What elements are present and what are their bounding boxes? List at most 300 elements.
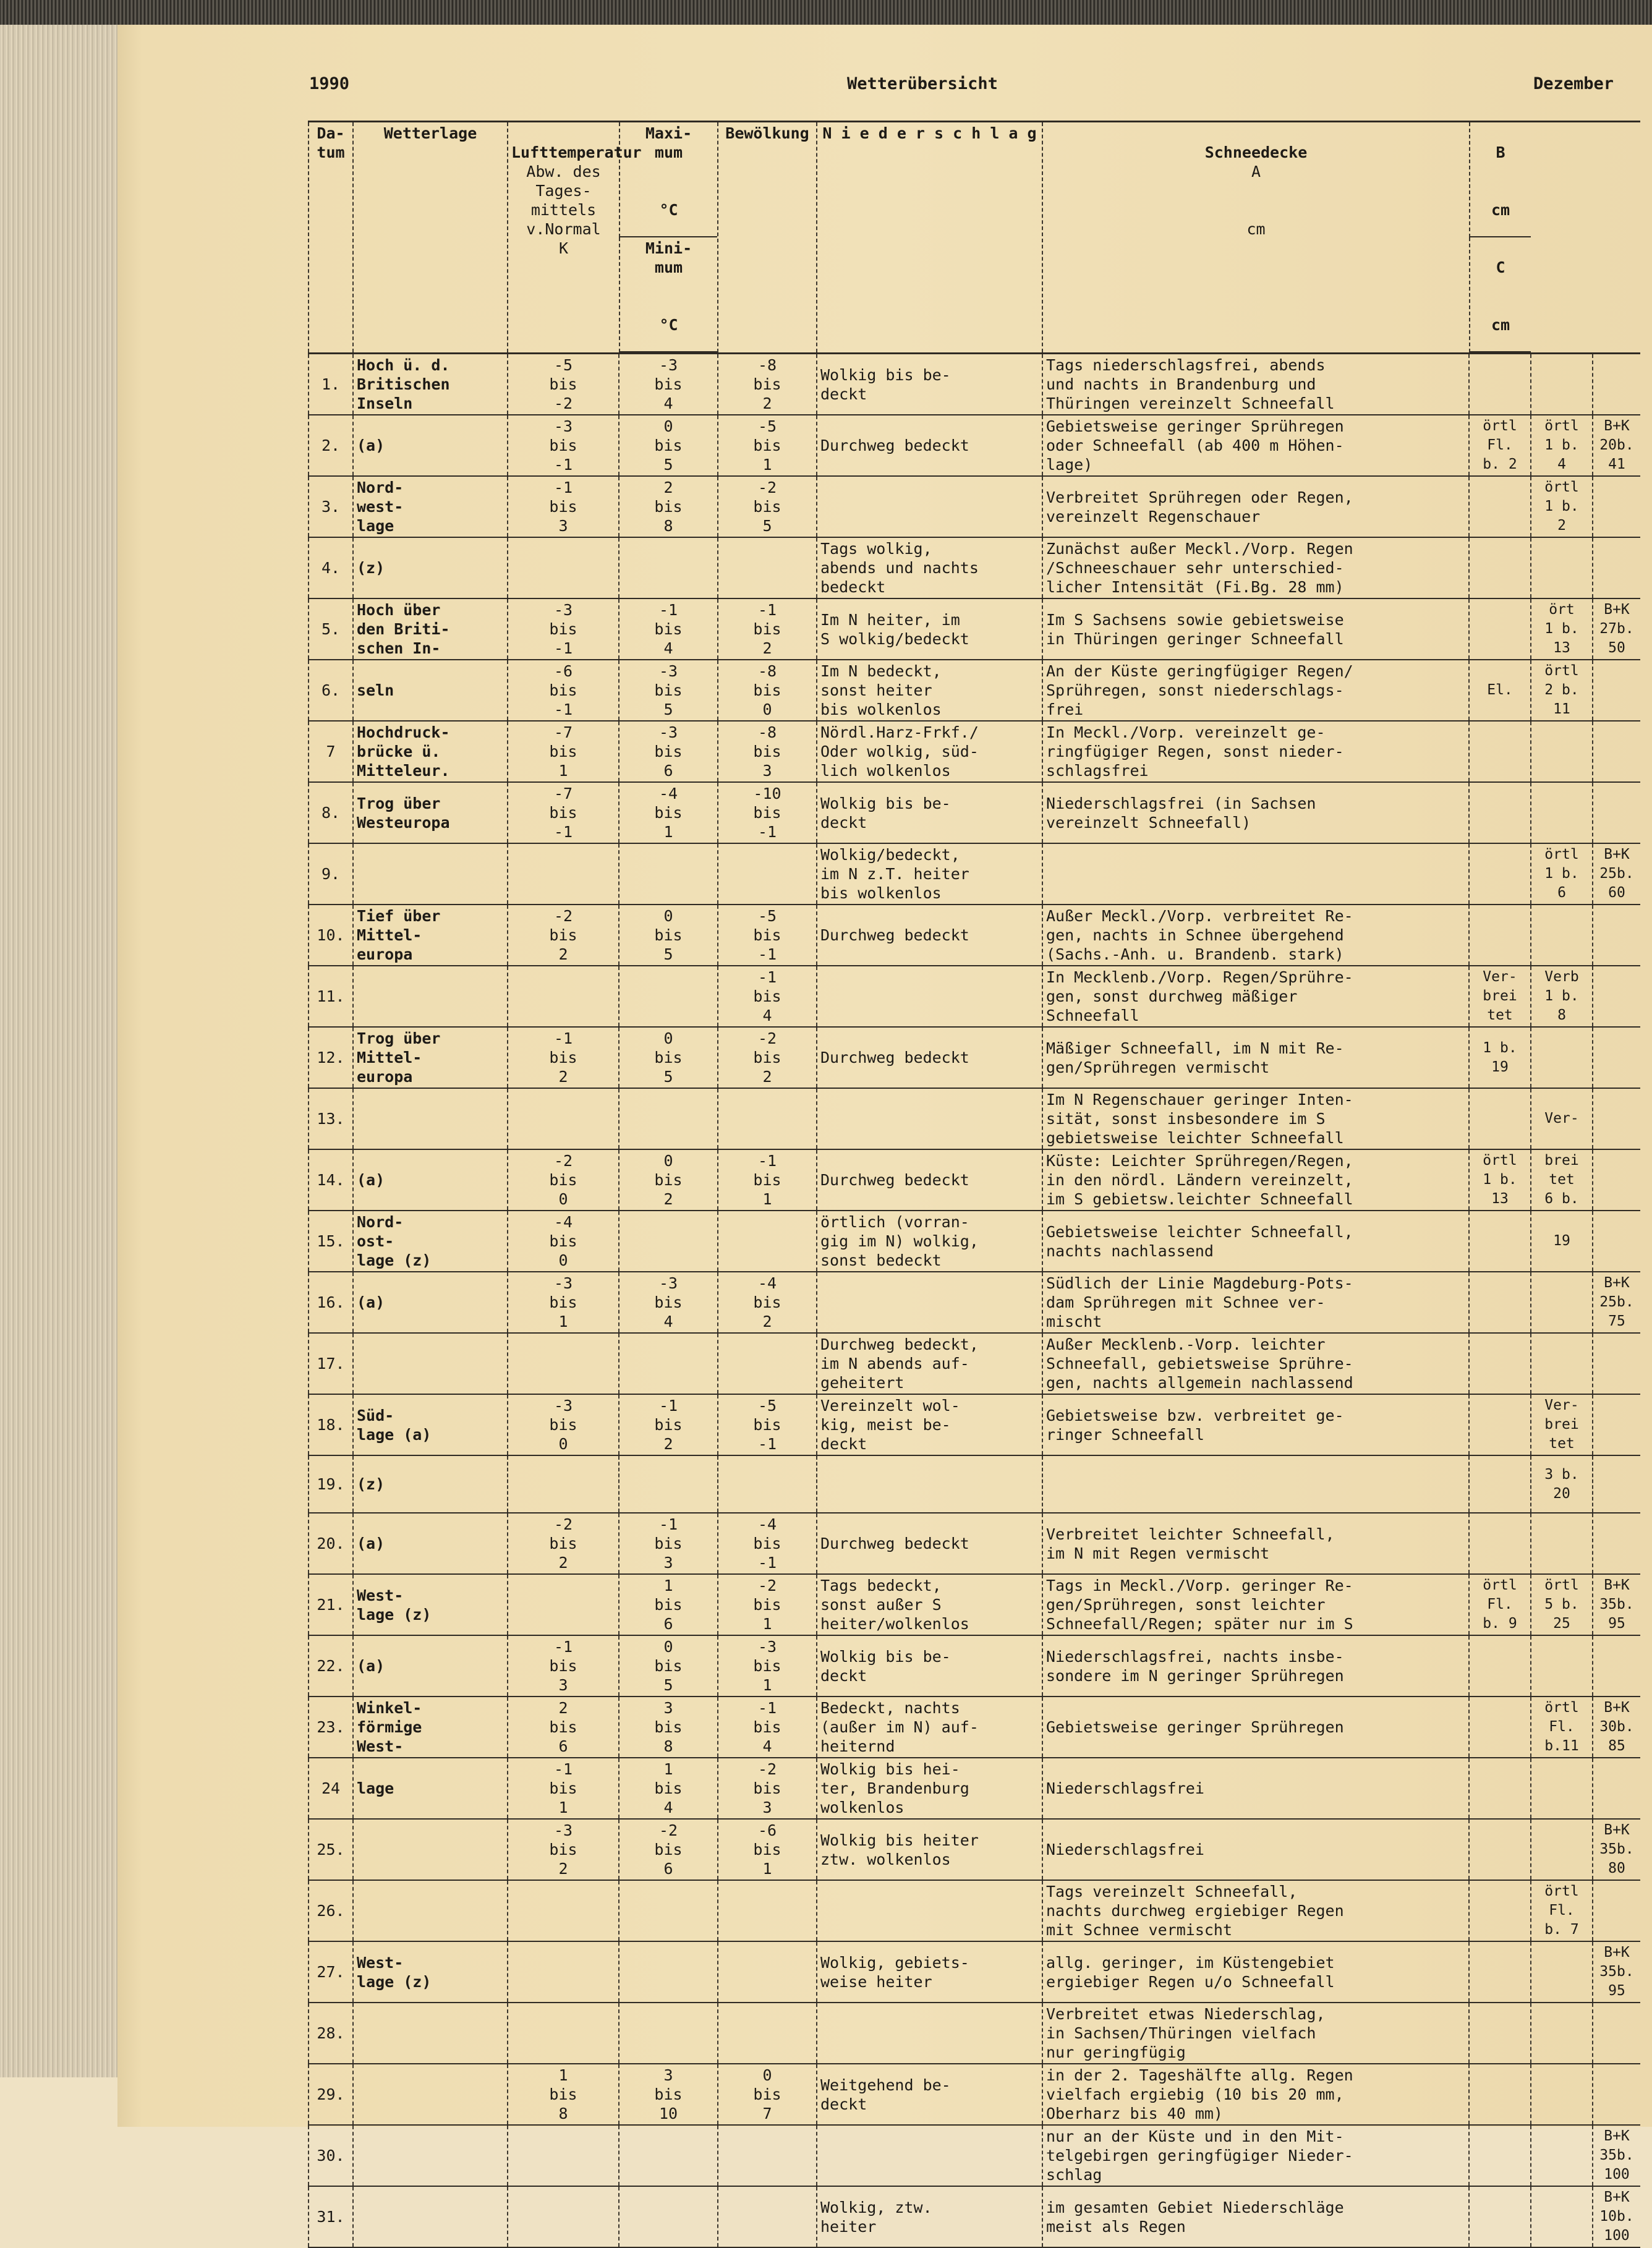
table-row [309,843,1640,905]
table-row [309,2186,1640,2247]
cell-datum: 24 [309,1758,353,1819]
cell-schnee-b [1531,1027,1593,1088]
cell-abw: -2 bis 0 [508,1149,619,1211]
col-abw-label: Abw. des Tages- mittels v.Normal K [526,163,601,257]
table-row [309,1819,1640,1880]
cell-schnee-c [1593,660,1640,721]
cell-wetterlage [353,2125,508,2186]
cell-schnee-c [1593,354,1640,415]
cell-schnee-b [1531,2003,1593,2064]
cell-wetterlage: (a) [353,1272,508,1333]
cell-schnee-c [1593,1333,1640,1394]
cell-min: -1 bis 1 [718,1149,817,1211]
page-month: Dezember [1533,74,1614,93]
cell-abw: -1 bis 3 [508,476,619,537]
cell-abw: -3 bis 1 [508,1272,619,1333]
cell-schnee-b: Ver- [1531,1088,1593,1149]
cell-wetterlage: West- lage (z) [353,1574,508,1635]
cell-abw: -7 bis -1 [508,782,619,843]
cell-bewoelkung [817,1272,1042,1333]
cell-datum: 5. [309,598,353,660]
cell-wetterlage: Trog über Mittel- europa [353,1027,508,1088]
cell-bewoelkung: Durchweg bedeckt [817,1149,1042,1211]
cell-schnee-c [1593,905,1640,966]
col-a-label: A cm [1246,163,1266,238]
cell-niederschlag: Niederschlagsfrei [1042,1819,1469,1880]
table-row [309,660,1640,721]
cell-min: -5 bis -1 [718,905,817,966]
cell-bewoelkung [817,2125,1042,2186]
cell-abw [508,2125,619,2186]
book-page-edges [0,25,117,2077]
cell-schnee-c [1593,1027,1640,1088]
cell-min: -8 bis 2 [718,354,817,415]
cell-bewoelkung: Wolkig bis hei- ter, Brandenburg wolkenlos [817,1758,1042,1819]
cell-wetterlage: Nord- west- lage [353,476,508,537]
cell-datum: 14. [309,1149,353,1211]
table-row [309,2125,1640,2186]
cell-bewoelkung: Nördl.Harz-Frkf./ Oder wolkig, süd- lich wolkenlos [817,721,1042,782]
cell-schnee-b [1531,782,1593,843]
cell-max [619,1088,718,1149]
cell-max: 0 bis 5 [619,1027,718,1088]
cell-schnee-a: El. [1469,660,1531,721]
cell-schnee-c: B+K 27b. 50 [1593,598,1640,660]
cell-schnee-a [1469,1394,1531,1455]
cell-abw: -1 bis 3 [508,1635,619,1697]
cell-min [718,843,817,905]
cell-wetterlage [353,2003,508,2064]
col-maxi: Maxi- mum °C [619,122,717,237]
col-c-label: C cm [1491,258,1510,334]
col-wetterlage: Wetterlage [353,122,508,354]
col-schneedecke-b [1469,122,1531,237]
table-row [309,1211,1640,1272]
cell-schnee-b: örtl 2 b. 11 [1531,660,1593,721]
cell-schnee-b: 19 [1531,1211,1593,1272]
cell-wetterlage: Nord- ost- lage (z) [353,1211,508,1272]
cell-schnee-c: B+K 20b. 41 [1593,415,1640,476]
cell-datum: 6. [309,660,353,721]
cell-min: -8 bis 3 [718,721,817,782]
cell-bewoelkung: Durchweg bedeckt, im N abends auf- geheitert [817,1333,1042,1394]
cell-min: -1 bis 4 [718,966,817,1027]
cell-wetterlage [353,966,508,1027]
page-year: 1990 [309,74,350,93]
cell-schnee-a [1469,1697,1531,1758]
cell-max: 3 bis 8 [619,1697,718,1758]
cell-max [619,843,718,905]
cell-schnee-a: örtl Fl. b. 9 [1469,1574,1531,1635]
cell-abw: 2 bis 6 [508,1697,619,1758]
cell-schnee-a [1469,1455,1531,1513]
cell-schnee-c [1593,476,1640,537]
cell-schnee-c: B+K 25b. 75 [1593,1272,1640,1333]
cell-max: -1 bis 4 [619,598,718,660]
cell-schnee-a: Ver- brei tet [1469,966,1531,1027]
cell-max: 1 bis 6 [619,1574,718,1635]
cell-niederschlag: Gebietsweise bzw. verbreitet ge- ringer Schneefall [1042,1394,1469,1455]
table-row [309,1513,1640,1574]
cell-min: -2 bis 5 [718,476,817,537]
cell-max: -3 bis 4 [619,1272,718,1333]
cell-abw [508,1455,619,1513]
table-row [309,1088,1640,1149]
table-row [309,1941,1640,2003]
cell-max [619,1455,718,1513]
cell-min [718,1941,817,2003]
cell-schnee-a: örtl Fl. b. 2 [1469,415,1531,476]
cell-datum: 12. [309,1027,353,1088]
cell-schnee-c [1593,2003,1640,2064]
cell-max: -3 bis 6 [619,721,718,782]
col-niederschlag: N i e d e r s c h l a g [817,122,1042,354]
cell-schnee-c [1593,1088,1640,1149]
cell-abw: -3 bis -1 [508,415,619,476]
cell-schnee-c [1593,966,1640,1027]
cell-niederschlag: In Mecklenb./Vorp. Regen/Sprühre- gen, sonst durchweg mäßiger Schneefall [1042,966,1469,1027]
cell-min [718,1333,817,1394]
cell-datum: 16. [309,1272,353,1333]
cell-datum: 7 [309,721,353,782]
cell-schnee-a [1469,721,1531,782]
cell-min: -1 bis 2 [718,598,817,660]
cell-niederschlag: Gebietsweise leichter Schneefall, nachts nachlassend [1042,1211,1469,1272]
cell-schnee-c [1593,1149,1640,1211]
cell-schnee-b: örtl 5 b. 25 [1531,1574,1593,1635]
cell-schnee-b [1531,1513,1593,1574]
cell-wetterlage: Süd- lage (a) [353,1394,508,1455]
col-abw [508,122,642,354]
table-row [309,782,1640,843]
cell-niederschlag: Tags vereinzelt Schneefall, nachts durchweg ergiebiger Regen mit Schnee vermischt [1042,1880,1469,1941]
cell-abw [508,1880,619,1941]
cell-bewoelkung: Tags bedeckt, sonst außer S heiter/wolkenlos [817,1574,1042,1635]
cell-bewoelkung [817,476,1042,537]
cell-max: 0 bis 5 [619,1635,718,1697]
cell-abw: -7 bis 1 [508,721,619,782]
cell-schnee-c [1593,721,1640,782]
cell-min: -5 bis -1 [718,1394,817,1455]
cell-bewoelkung [817,1088,1042,1149]
table-row [309,1455,1640,1513]
cell-bewoelkung: Wolkig, ztw. heiter [817,2186,1042,2247]
cell-abw [508,537,619,598]
cell-max [619,1941,718,2003]
cell-schnee-b [1531,537,1593,598]
cell-schnee-a [1469,1333,1531,1394]
cell-wetterlage [353,2186,508,2247]
cell-bewoelkung: Wolkig bis be- deckt [817,1635,1042,1697]
cell-wetterlage [353,1819,508,1880]
cell-schnee-a [1469,1880,1531,1941]
cell-datum: 9. [309,843,353,905]
cell-datum: 28. [309,2003,353,2064]
cell-abw [508,1333,619,1394]
table-body [309,354,1640,2248]
cell-datum: 26. [309,1880,353,1941]
table-row [309,1333,1640,1394]
cell-datum: 27. [309,1941,353,2003]
table-row [309,1758,1640,1819]
cell-schnee-b [1531,2186,1593,2247]
col-bewoelkung: Bewölkung [718,122,817,354]
col-lufttemperatur: Lufttemperatur [511,143,642,161]
cell-max [619,966,718,1027]
cell-schnee-c [1593,1513,1640,1574]
cell-schnee-c: B+K 35b. 100 [1593,2125,1640,2186]
cell-abw: -6 bis -1 [508,660,619,721]
table-row [309,2003,1640,2064]
cell-schnee-b [1531,1272,1593,1333]
cell-wetterlage: (z) [353,537,508,598]
cell-schnee-a: örtl 1 b. 13 [1469,1149,1531,1211]
cell-max [619,537,718,598]
cell-schnee-a [1469,782,1531,843]
cell-max: -1 bis 2 [619,1394,718,1455]
cell-max: 1 bis 4 [619,1758,718,1819]
cell-niederschlag: Verbreitet etwas Niederschlag, in Sachsen/Thüringen vielfach nur geringfügig [1042,2003,1469,2064]
cell-wetterlage: Trog über Westeuropa [353,782,508,843]
cell-datum: 1. [309,354,353,415]
cell-bewoelkung: Tags wolkig, abends und nachts bedeckt [817,537,1042,598]
cell-niederschlag: Niederschlagsfrei, nachts insbe- sondere im N geringer Sprühregen [1042,1635,1469,1697]
col-mini: Mini- mum °C [619,237,717,352]
cell-schnee-b: örtl 1 b. 6 [1531,843,1593,905]
cell-schnee-b [1531,905,1593,966]
cell-schnee-a: 1 b. 19 [1469,1027,1531,1088]
cell-schnee-a [1469,1513,1531,1574]
cell-wetterlage: Hoch über den Briti- schen In- [353,598,508,660]
cell-datum: 13. [309,1088,353,1149]
cell-niederschlag: Mäßiger Schneefall, im N mit Re- gen/Sprühregen vermischt [1042,1027,1469,1088]
cell-max: 3 bis 10 [619,2064,718,2125]
col-schneedecke-a [1042,122,1469,354]
cell-datum: 8. [309,782,353,843]
cell-schnee-c: B+K 30b. 85 [1593,1697,1640,1758]
cell-schnee-c [1593,782,1640,843]
cell-bewoelkung: Wolkig bis be- deckt [817,782,1042,843]
cell-niederschlag: Im S Sachsens sowie gebietsweise in Thüringen geringer Schneefall [1042,598,1469,660]
cell-bewoelkung: Wolkig/bedeckt, im N z.T. heiter bis wolkenlos [817,843,1042,905]
cell-datum: 3. [309,476,353,537]
table-row [309,1574,1640,1635]
cell-max: -1 bis 3 [619,1513,718,1574]
cell-max: -3 bis 4 [619,354,718,415]
cell-abw: -3 bis 2 [508,1819,619,1880]
cell-schnee-b: 3 b. 20 [1531,1455,1593,1513]
book-edge-top [0,0,1652,25]
cell-wetterlage: West- lage (z) [353,1941,508,2003]
cell-niederschlag: Gebietsweise geringer Sprühregen [1042,1697,1469,1758]
cell-datum: 11. [309,966,353,1027]
cell-schnee-b: Ver- brei tet [1531,1394,1593,1455]
cell-schnee-b [1531,1758,1593,1819]
cell-schnee-c [1593,2064,1640,2125]
cell-max [619,1333,718,1394]
cell-abw [508,843,619,905]
cell-niederschlag: Außer Mecklenb.-Vorp. leichter Schneefall, gebietsweise Sprühre- gen, nachts allgemein nachlassend [1042,1333,1469,1394]
cell-max [619,2186,718,2247]
cell-abw: -1 bis 2 [508,1027,619,1088]
cell-schnee-b: ört 1 b. 13 [1531,598,1593,660]
cell-schnee-b [1531,2125,1593,2186]
table-row [309,537,1640,598]
table-row [309,415,1640,476]
cell-datum: 2. [309,415,353,476]
cell-schnee-a [1469,2064,1531,2125]
cell-niederschlag: Südlich der Linie Magdeburg-Pots- dam Sprühregen mit Schnee ver- mischt [1042,1272,1469,1333]
cell-bewoelkung: Im N bedeckt, sonst heiter bis wolkenlos [817,660,1042,721]
cell-schnee-a [1469,354,1531,415]
cell-schnee-a [1469,2003,1531,2064]
cell-schnee-a [1469,1211,1531,1272]
cell-abw: 1 bis 8 [508,2064,619,2125]
cell-niederschlag: in der 2. Tageshälfte allg. Regen vielfach ergiebig (10 bis 20 mm, Oberharz bis 40 mm) [1042,2064,1469,2125]
cell-bewoelkung: Weitgehend be- deckt [817,2064,1042,2125]
cell-wetterlage: (a) [353,1513,508,1574]
cell-schnee-a [1469,537,1531,598]
cell-niederschlag: Außer Meckl./Vorp. verbreitet Re- gen, nachts in Schnee übergehend (Sachs.-Anh. u. Brandenb. stark) [1042,905,1469,966]
cell-min: -6 bis 1 [718,1819,817,1880]
cell-bewoelkung [817,1880,1042,1941]
cell-wetterlage [353,2064,508,2125]
cell-min: -2 bis 1 [718,1574,817,1635]
cell-niederschlag: Im N Regenschauer geringer Inten- sität, sonst insbesondere im S gebietsweise leichter Schneefall [1042,1088,1469,1149]
cell-schnee-c: B+K 35b. 95 [1593,1941,1640,2003]
cell-datum: 4. [309,537,353,598]
cell-max [619,2003,718,2064]
cell-schnee-b [1531,1333,1593,1394]
cell-bewoelkung: Im N heiter, im S wolkig/bedeckt [817,598,1042,660]
cell-abw [508,2186,619,2247]
cell-min [718,1211,817,1272]
cell-max: 0 bis 5 [619,905,718,966]
cell-schnee-a [1469,1088,1531,1149]
cell-schnee-a [1469,1819,1531,1880]
cell-abw [508,2003,619,2064]
cell-abw: -2 bis 2 [508,1513,619,1574]
cell-abw: -1 bis 1 [508,1758,619,1819]
table-row [309,721,1640,782]
cell-bewoelkung: örtlich (vorran- gig im N) wolkig, sonst bedeckt [817,1211,1042,1272]
cell-niederschlag: Niederschlagsfrei (in Sachsen vereinzelt Schneefall) [1042,782,1469,843]
cell-min [718,1088,817,1149]
cell-min: -4 bis -1 [718,1513,817,1574]
cell-schnee-c: B+K 35b. 80 [1593,1819,1640,1880]
cell-min [718,1880,817,1941]
cell-max: 0 bis 2 [619,1149,718,1211]
col-b-label: B cm [1491,143,1510,219]
cell-schnee-a [1469,1272,1531,1333]
cell-max: -3 bis 5 [619,660,718,721]
table-row [309,354,1640,415]
cell-max: 0 bis 5 [619,415,718,476]
cell-schnee-c [1593,537,1640,598]
cell-max [619,1880,718,1941]
cell-datum: 31. [309,2186,353,2247]
cell-datum: 19. [309,1455,353,1513]
cell-wetterlage: Tief über Mittel- europa [353,905,508,966]
cell-schnee-b [1531,1819,1593,1880]
col-datum: Da- tum [309,122,353,354]
cell-niederschlag: Zunächst außer Meckl./Vorp. Regen /Schneeschauer sehr unterschied- licher Intensität (Fi.Bg. 28 mm) [1042,537,1469,598]
cell-schnee-b [1531,721,1593,782]
table-row [309,1394,1640,1455]
cell-min: -3 bis 1 [718,1635,817,1697]
cell-min [718,2003,817,2064]
cell-abw [508,1941,619,2003]
cell-datum: 21. [309,1574,353,1635]
table-row [309,1635,1640,1697]
cell-wetterlage: seln [353,660,508,721]
cell-bewoelkung: Durchweg bedeckt [817,905,1042,966]
cell-min: -10 bis -1 [718,782,817,843]
cell-schnee-c: B+K 10b. 100 [1593,2186,1640,2247]
cell-bewoelkung: Wolkig bis be- deckt [817,354,1042,415]
cell-abw [508,1574,619,1635]
cell-niederschlag: An der Küste geringfügiger Regen/ Sprühregen, sonst niederschlags- frei [1042,660,1469,721]
cell-schnee-a [1469,905,1531,966]
cell-schnee-b [1531,2064,1593,2125]
cell-niederschlag: nur an der Küste und in den Mit- telgebirgen geringfügiger Nieder- schlag [1042,2125,1469,2186]
cell-min: -8 bis 0 [718,660,817,721]
cell-wetterlage: Hochdruck- brücke ü. Mitteleur. [353,721,508,782]
cell-schnee-b [1531,354,1593,415]
cell-wetterlage: (a) [353,415,508,476]
cell-niederschlag: allg. geringer, im Küstengebiet ergiebiger Regen u/o Schneefall [1042,1941,1469,2003]
cell-max [619,1211,718,1272]
cell-niederschlag: Gebietsweise geringer Sprühregen oder Schneefall (ab 400 m Höhen- lage) [1042,415,1469,476]
cell-wetterlage [353,1333,508,1394]
cell-datum: 15. [309,1211,353,1272]
cell-niederschlag: Tags niederschlagsfrei, abends und nachts in Brandenburg und Thüringen vereinzelt Schneefall [1042,354,1469,415]
cell-abw: -4 bis 0 [508,1211,619,1272]
col-schneedecke: Schneedecke [1204,143,1308,161]
cell-bewoelkung: Wolkig, gebiets- weise heiter [817,1941,1042,2003]
table-row [309,1697,1640,1758]
cell-schnee-a [1469,1635,1531,1697]
cell-wetterlage: Winkel- förmige West- [353,1697,508,1758]
table-row [309,1880,1640,1941]
cell-niederschlag [1042,843,1469,905]
cell-wetterlage: lage [353,1758,508,1819]
cell-schnee-a [1469,598,1531,660]
cell-datum: 17. [309,1333,353,1394]
cell-schnee-c [1593,1455,1640,1513]
cell-schnee-b: örtl Fl. b. 7 [1531,1880,1593,1941]
cell-wetterlage [353,1880,508,1941]
cell-bewoelkung: Durchweg bedeckt [817,1513,1042,1574]
cell-bewoelkung [817,2003,1042,2064]
cell-min [718,2125,817,2186]
cell-abw: -2 bis 2 [508,905,619,966]
cell-schnee-b: örtl 1 b. 4 [1531,415,1593,476]
cell-datum: 25. [309,1819,353,1880]
cell-abw: -5 bis -2 [508,354,619,415]
cell-schnee-c [1593,1635,1640,1697]
cell-max: -4 bis 1 [619,782,718,843]
cell-schnee-c: B+K 35b. 95 [1593,1574,1640,1635]
cell-schnee-b: örtl Fl. b.11 [1531,1697,1593,1758]
cell-niederschlag: Verbreitet Sprühregen oder Regen, vereinzelt Regenschauer [1042,476,1469,537]
table-row [309,476,1640,537]
cell-abw: -3 bis -1 [508,598,619,660]
cell-wetterlage: (z) [353,1455,508,1513]
cell-min: -2 bis 2 [718,1027,817,1088]
cell-max: -2 bis 6 [619,1819,718,1880]
cell-bewoelkung: Durchweg bedeckt [817,415,1042,476]
